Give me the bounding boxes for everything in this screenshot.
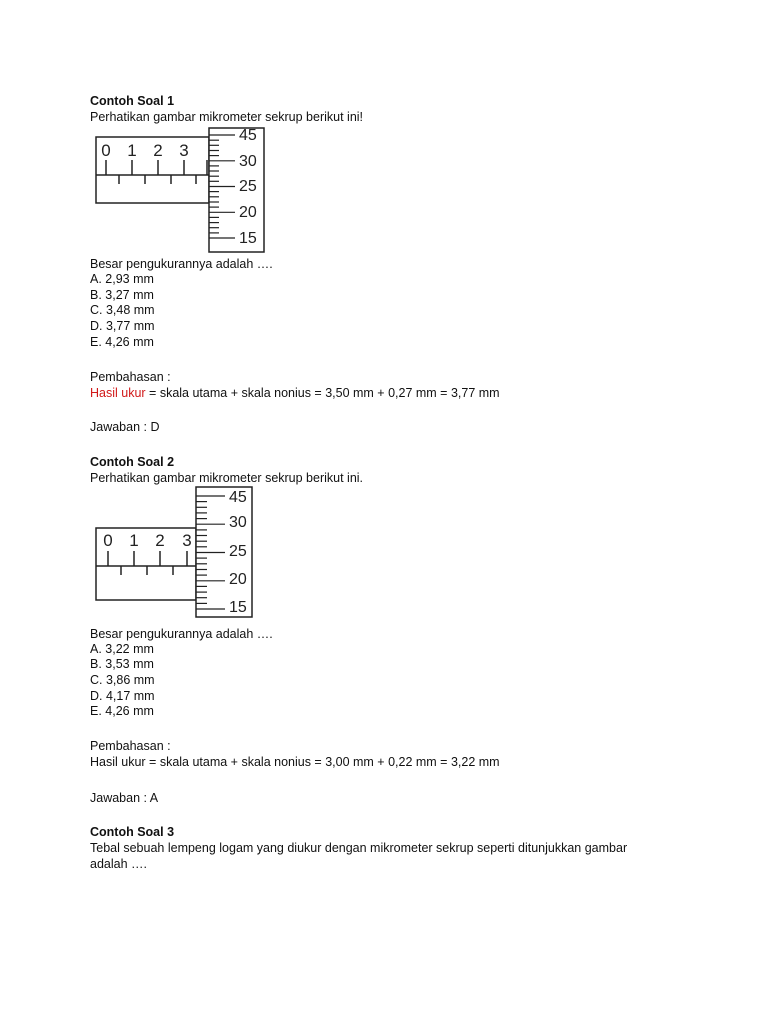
- soal2-thimble-label-45: 45: [229, 489, 247, 506]
- soal1-thimble-label-25: 25: [239, 178, 257, 195]
- soal2-thimble-label-15: 15: [229, 599, 247, 616]
- soal3-prompt-line1: Tebal sebuah lempeng logam yang diukur dengan mikrometer sekrup seperti ditunjukkan gambar: [90, 841, 628, 855]
- soal2-pembahasan-label: Pembahasan :: [90, 739, 171, 753]
- soal1-thimble-label-20: 20: [239, 204, 257, 221]
- soal2-option-d: D. 4,17 mm: [90, 689, 155, 703]
- soal1-heading: Contoh Soal 1: [90, 94, 175, 108]
- soal1-thimble-label-30: 30: [239, 153, 257, 170]
- soal2-question: Besar pengukurannya adalah ….: [90, 627, 273, 641]
- soal2-main-scale-3: 3: [182, 531, 192, 550]
- soal2-option-e: E. 4,26 mm: [90, 704, 154, 718]
- soal1-option-a: A. 2,93 mm: [90, 272, 154, 286]
- soal2-thimble-label-25: 25: [229, 543, 247, 560]
- soal1-question: Besar pengukurannya adalah ….: [90, 257, 273, 271]
- soal1-main-scale-2: 2: [153, 141, 163, 160]
- soal1-hasil-highlight: Hasil ukur: [90, 386, 146, 400]
- soal2-heading: Contoh Soal 2: [90, 455, 175, 469]
- soal2-main-scale-0: 0: [103, 531, 113, 550]
- soal2-option-c: C. 3,86 mm: [90, 673, 155, 687]
- micrometer-figure-2: [90, 485, 290, 619]
- soal1-main-scale-1: 1: [127, 141, 137, 160]
- soal3-heading: Contoh Soal 3: [90, 825, 175, 839]
- soal1-option-c: C. 3,48 mm: [90, 303, 155, 317]
- soal1-option-d: D. 3,77 mm: [90, 319, 155, 333]
- soal2-main-scale-2: 2: [155, 531, 165, 550]
- soal1-thimble-label-45: 45: [239, 127, 257, 144]
- soal1-pembahasan-label: Pembahasan :: [90, 370, 171, 384]
- soal1-thimble-label-15: 15: [239, 230, 257, 247]
- soal2-thimble-label-20: 20: [229, 571, 247, 588]
- soal1-option-e: E. 4,26 mm: [90, 335, 154, 349]
- micrometer-figure-1: [90, 126, 290, 254]
- soal2-jawaban: Jawaban : A: [90, 791, 159, 805]
- soal1-prompt: Perhatikan gambar mikrometer sekrup berikut ini!: [90, 110, 364, 124]
- soal3-prompt-line2: adalah ….: [90, 857, 147, 871]
- soal2-prompt: Perhatikan gambar mikrometer sekrup berikut ini.: [90, 471, 364, 485]
- soal2-main-scale-1: 1: [129, 531, 139, 550]
- soal1-main-scale-0: 0: [101, 141, 111, 160]
- soal2-thimble-label-30: 30: [229, 514, 247, 531]
- soal1-hasil: [90, 386, 500, 401]
- soal1-jawaban: Jawaban : D: [90, 420, 160, 434]
- soal1-main-scale-3: 3: [179, 141, 189, 160]
- soal2-hasil: Hasil ukur = skala utama + skala nonius = 3,00 mm + 0,22 mm = 3,22 mm: [90, 755, 500, 769]
- soal1-hasil-formula: = skala utama + skala nonius = 3,50 mm + 0,27 mm = 3,77 mm: [145, 386, 500, 400]
- soal2-option-b: B. 3,53 mm: [90, 657, 154, 671]
- soal1-option-b: B. 3,27 mm: [90, 288, 154, 302]
- soal2-option-a: A. 3,22 mm: [90, 642, 154, 656]
